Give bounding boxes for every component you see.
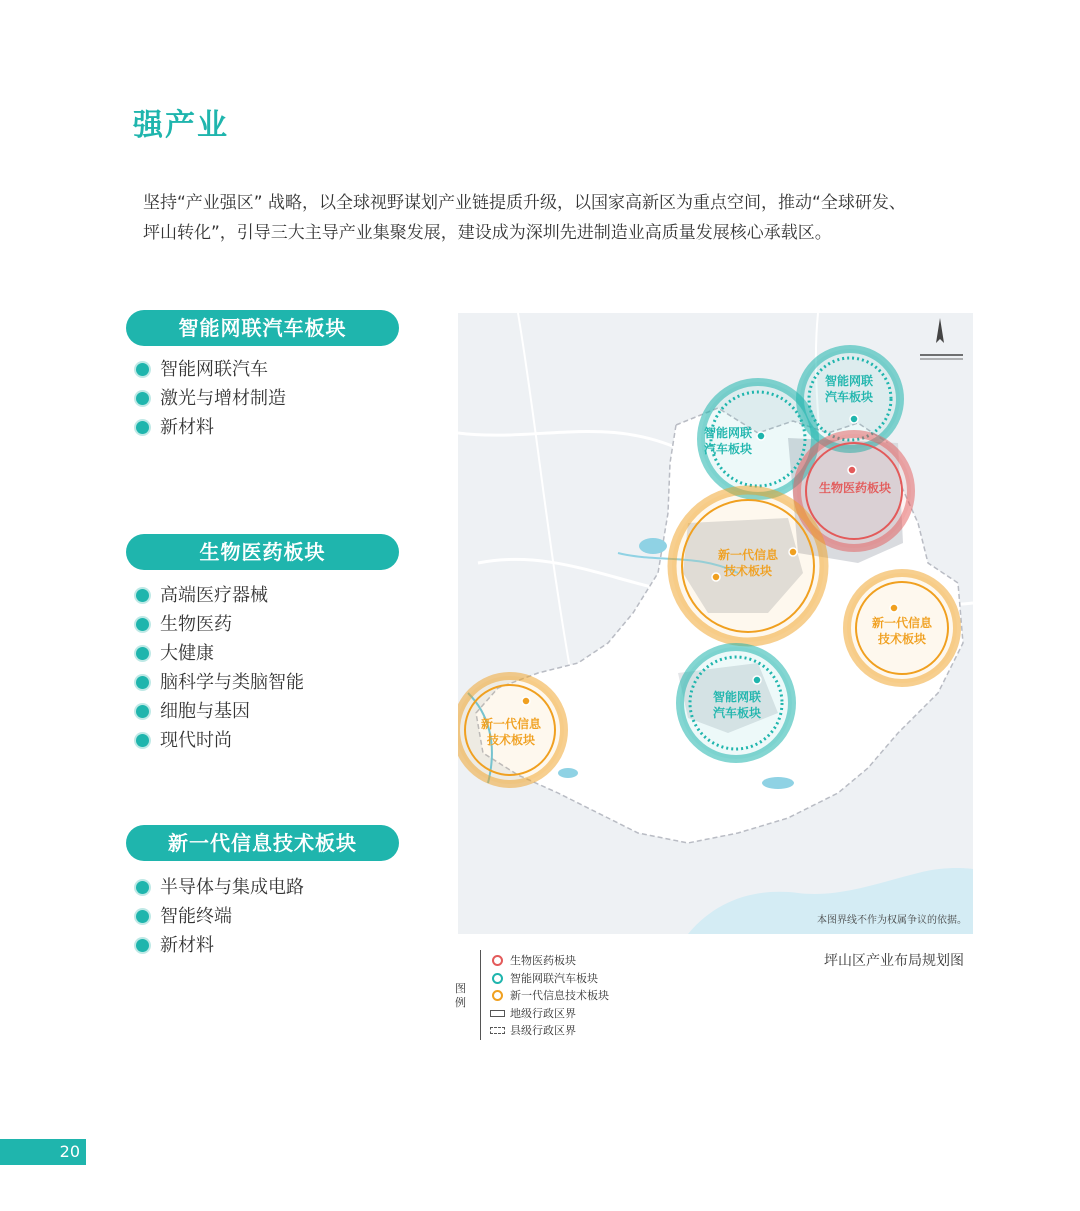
ring-label: 新一代信息 技术板块 bbox=[717, 548, 778, 578]
sector-list-it bbox=[136, 873, 304, 960]
intro-paragraph bbox=[143, 188, 993, 248]
ring-label: 智能网联 汽车板块 bbox=[712, 690, 761, 720]
prefecture-boundary-icon bbox=[490, 1010, 505, 1017]
ring-label: 生物医药板块 bbox=[818, 481, 891, 495]
list-item: 新材料 bbox=[136, 413, 286, 442]
legend-item: 县级行政区界 bbox=[490, 1022, 609, 1040]
list-item: 新材料 bbox=[136, 931, 304, 960]
bullet-icon bbox=[136, 910, 149, 923]
bullet-icon bbox=[136, 881, 149, 894]
ring-label: 新一代信息 技术板块 bbox=[871, 616, 932, 646]
orange-ring-icon bbox=[492, 990, 503, 1001]
list-item: 现代时尚 bbox=[136, 726, 304, 755]
legend-item: 智能网联汽车板块 bbox=[490, 970, 609, 988]
list-item: 高端医疗器械 bbox=[136, 581, 304, 610]
sector-header-bio: 生物医药板块 bbox=[126, 534, 399, 570]
legend-title: 图例 bbox=[455, 982, 466, 1009]
ring-label: 智能网联 汽车板块 bbox=[824, 374, 873, 404]
bullet-icon bbox=[136, 618, 149, 631]
list-item: 脑科学与类脑智能 bbox=[136, 668, 304, 697]
bullet-icon bbox=[136, 421, 149, 434]
legend-divider bbox=[480, 950, 481, 1040]
bullet-icon bbox=[136, 589, 149, 602]
map-legend bbox=[490, 952, 609, 1040]
bullet-icon bbox=[136, 363, 149, 376]
bullet-icon bbox=[136, 705, 149, 718]
map-disclaimer: 本图界线不作为权属争议的依据。 bbox=[817, 915, 967, 926]
industry-layout-map bbox=[458, 313, 973, 934]
sector-list-bio bbox=[136, 581, 304, 755]
list-item: 细胞与基因 bbox=[136, 697, 304, 726]
legend-item: 地级行政区界 bbox=[490, 1005, 609, 1023]
legend-item: 生物医药板块 bbox=[490, 952, 609, 970]
list-item: 大健康 bbox=[136, 639, 304, 668]
bullet-icon bbox=[136, 734, 149, 747]
legend-item: 新一代信息技术板块 bbox=[490, 987, 609, 1005]
sector-list-auto bbox=[136, 355, 286, 442]
bullet-icon bbox=[136, 676, 149, 689]
teal-ring-icon bbox=[492, 973, 503, 984]
list-item: 生物医药 bbox=[136, 610, 304, 639]
intro-line-1: 坚持“产业强区” 战略，以全球视野谋划产业链提质升级，以国家高新区为重点空间，推动“全球研发、 bbox=[143, 193, 906, 213]
sector-header-auto: 智能网联汽车板块 bbox=[126, 310, 399, 346]
bullet-icon bbox=[136, 939, 149, 952]
map-caption: 坪山区产业布局规划图 bbox=[824, 953, 964, 969]
page-number: 20 bbox=[0, 1139, 86, 1165]
sector-header-it: 新一代信息技术板块 bbox=[126, 825, 399, 861]
red-ring-icon bbox=[492, 955, 503, 966]
ring-label: 新一代信息 技术板块 bbox=[480, 717, 541, 747]
bullet-icon bbox=[136, 647, 149, 660]
county-boundary-icon bbox=[490, 1027, 505, 1034]
intro-line-2: 坪山转化”，引导三大主导产业集聚发展，建设成为深圳先进制造业高质量发展核心承载区。 bbox=[143, 223, 832, 243]
list-item: 激光与增材制造 bbox=[136, 384, 286, 413]
ring-label: 智能网联 汽车板块 bbox=[703, 426, 752, 456]
list-item: 智能终端 bbox=[136, 902, 304, 931]
list-item: 智能网联汽车 bbox=[136, 355, 286, 384]
list-item: 半导体与集成电路 bbox=[136, 873, 304, 902]
bullet-icon bbox=[136, 392, 149, 405]
page-title: 强产业 bbox=[133, 108, 229, 143]
